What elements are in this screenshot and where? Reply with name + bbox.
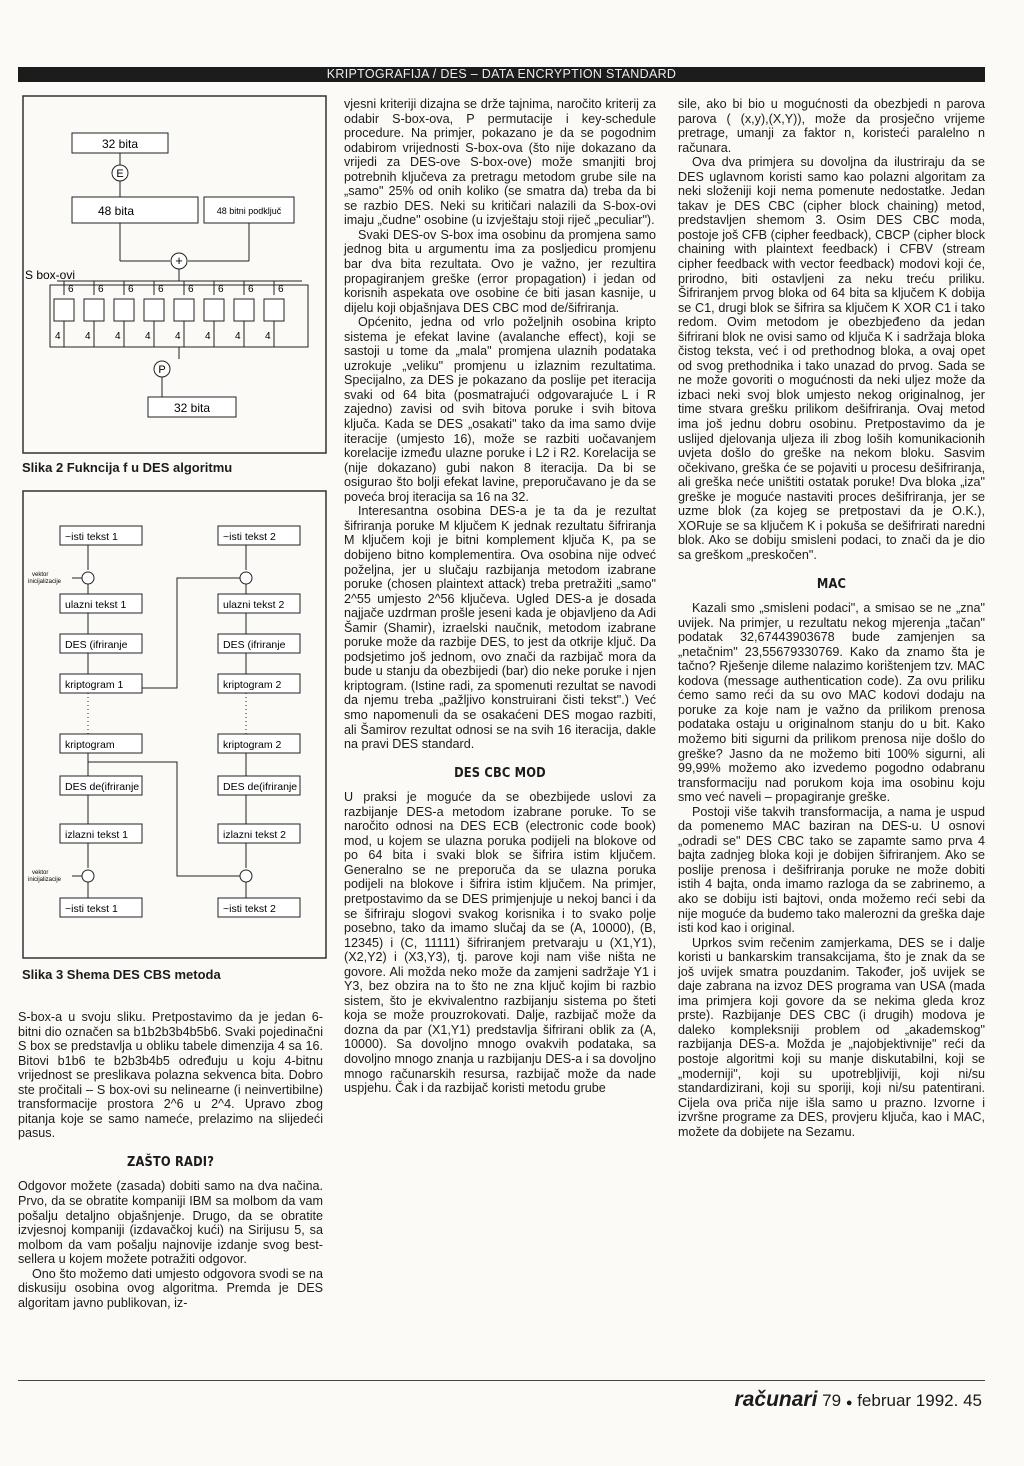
right-box-label: ~isti tekst 2 — [223, 903, 276, 915]
fig2-bottom-box-label: 32 bita — [173, 401, 211, 415]
right-box-label: kriptogram 2 — [223, 739, 282, 751]
left-box-label: ~isti tekst 1 — [65, 903, 118, 915]
left-box-label: kriptogram 1 — [65, 679, 124, 691]
figure-3-caption: Slika 3 Shema DES CBS metoda — [22, 967, 221, 982]
left-box-label: DES (ifriranje — [65, 639, 128, 651]
col3-paragraph-3: Kazali smo „smisleni podaci", a smisao se ne „zna" uvijek. Na primjer, u rezultatu nekog mjerenja „tačan" podatak 32,67443903678 bude zamjenjen sa „netačnim" 23,55679330769. Kako da znamo šta je tačno? Rješenje dileme nalazimo korištenjem tzv. MAC kodova (message authentication code). Za ovu priliku ćemo samo reći da su ovo MAC kodovi dodaju na poruke za koje nam je važno da prilikom prenosa podataka ostaju u originalnom stanju do u bit. Kako možemo biti sigurni da prilikom prenosa nije došlo do greške? Jasno da ne možemo biti 100% sigurni, ali 99,99% možemo ako izvedemo pogodno odabranu transformaciju nad porukom koja ima osobinu koju smo već naveli – propagiranje greške. — [678, 601, 985, 805]
fig2-key-label: 48 bitni podključ — [216, 206, 282, 216]
fig2-six-label: 6 — [218, 284, 224, 295]
left-box-label: izlazni tekst 1 — [65, 829, 129, 841]
fig2-six-label: 6 — [188, 284, 194, 295]
fig2-sbox — [54, 299, 74, 321]
column-1-text — [18, 1010, 323, 1310]
fig2-top-box-label: 32 bita — [101, 137, 139, 151]
footer-bullet: ● — [845, 1397, 853, 1409]
column-3-text — [678, 97, 985, 1139]
fig2-sbox — [204, 299, 224, 321]
column-2-text — [344, 97, 656, 1096]
col1-paragraph-3: Ono što možemo dati umjesto odgovora svodi se na diskusiju osobina ovog algoritma. Premda je DES algoritam javno publikovan, iz- — [18, 1266, 323, 1310]
fig2-six-label: 6 — [128, 284, 134, 295]
fig2-six-label: 6 — [158, 284, 164, 295]
vektor-label: vektor — [32, 572, 49, 578]
fig2-four-label: 4 — [85, 331, 91, 342]
vektor-label: vektor — [32, 870, 49, 876]
col2-paragraph-1: vjesni kriteriji dizajna se drže tajnima, naročito kriterij za odabir S-box-ova, P permutacije i key-schedule procedure. Na primjer, pokazano je da se pogodnim odabirom vrijednosti S-box-ova (što nije dokazano da vrijedi za DES-ove S-box-ove) može smanjiti broj potrebnih ključeva za pretragu metodom grube sile na „samo" 25% od onih koliko (se smatra da) treba da bi se razbio DES. Neki su kritičari nalazili da S-box-ovi imaju „čudne" osobine (u izvještaju stoji riječ „peculiar"). — [344, 97, 656, 228]
right-box-label: ~isti tekst 2 — [223, 531, 276, 543]
col3-paragraph-4: Postoji više takvih transformacija, a nama je uspud da pomenemo MAC baziran na DES-u. U osnovi „odradi se" DES CBC tako se zapamte samo prva 4 bajta zadnjeg bloka koji je dobijen šifriranjem. Ako se poslije prenosa i dešifriranja poruke ne može dobiti istih 4 bajta, onda imamo razloga da se zabrinemo, a ako se dobiju isti bajtovi, onda možemo reći sebi da nije moguće da budemo tako malerozni da greška daje isti kod kao i original. — [678, 804, 985, 936]
fig2-four-label: 4 — [115, 331, 121, 342]
fig2-six-label: 6 — [68, 284, 74, 295]
col3-paragraph-5: Uprkos svim rečenim zamjerkama, DES se i dalje koristi u bankarskim transakcijama, što je znak da se još uvijek smatra pouzdanim. Također, još uvijek se daje zabrana na izvoz DES programa van USA (mada ima primjera koji govore da se nekima gleda kroz prste). Razbijanje DES CBC (i drugih) modova je daleko kompleksniji problem od „akademskog" razbijanja DES-a. Možda je „najobjektivnije" reći da postoje algoritmi koji su manje diskutabilni, koji se „moderniji", koji su upotrebljiviji, koji ni/su standardizirani, koji su sporiji, koji ni/su patentirani. Cijela ova priča nije išla samo u prazno. Izvorne i izvršne programe za DES, provjeru ključa, kao i MAC, možete da dobijete na Sezamu. — [678, 935, 985, 1139]
fig2-six-label: 6 — [248, 284, 254, 295]
left-xor-bottom — [82, 870, 94, 882]
figure-des-cbc-scheme — [22, 490, 327, 960]
left-xor-top — [82, 572, 94, 584]
col1-paragraph-1: S-box-a u svoju sliku. Pretpostavimo da je jedan 6-bitni dio označen sa b1b2b3b4b5b6. Svaki pojedinačni S box se predstavlja u obliku tabele dimenzija 4 sa 16. Bitovi b1b6 te b2b3b4b5 određuju u koju 4-bitnu vrijednost se preslikava polazna sekvenca bita. Dobro ste pročitali – S box-ovi su nelinearne (i neinvertibilne) transformacije prostora 2^6 u 2^4. Upravo zbog pitanja koje se samo nameće, prelazimo na slijedeći pasus. — [18, 1010, 323, 1141]
fig2-four-label: 4 — [175, 331, 181, 342]
col2-paragraph-4: Interesantna osobina DES-a je ta da je rezultat šifriranja poruke M ključem K jednak rezultatu šifriranja M ključem koji je bitni komplement ključa K, pa se dobijeno bitno komplementira. Ova osobina nije odveć poželjna, jer u slučaju razbijanja metodom izabrane poruke (chosen plaintext attack) treba pretražiti „samo" 2^55 umjesto 2^56 ključeva. Ugled DES-a je dosada najjače uzdrman prošle jeseni kada je objavljeno da Adi Šamir (Shamir), izraelski naučnik, metodom izabrane poruke može da razbije DES, to jest da otkrije ključ. Da podsjetimo još jednom, ovo znači da razbijač mora da bude u stanju da obezbijedi (bar) dio neke poruke i njen kriptogram. (Istine radi, za spomenuti rezultat se navodi da njemu treba „pažljivo konstruirani čisti tekst".) Već smo napomenuli da se osakaćeni DES mogao razbiti, ali Šamirov rezultat odnosi se na svih 16 iteracija, dakle na pravi DES standard. — [344, 504, 656, 752]
col3-heading-mac: MAC — [816, 575, 847, 592]
fig2-six-label: 6 — [98, 284, 104, 295]
fig2-sbox — [114, 299, 134, 321]
page-header-bar — [18, 67, 985, 82]
left-box-label: kriptogram — [65, 739, 115, 751]
inicijalizacije-label: inicijalizacije — [28, 579, 62, 585]
fig2-four-label: 4 — [145, 331, 151, 342]
fig2-four-label: 4 — [265, 331, 271, 342]
fig2-sbox — [84, 299, 104, 321]
fig2-four-label: 4 — [235, 331, 241, 342]
right-xor-top — [240, 572, 252, 584]
footer-rule — [18, 1380, 985, 1381]
right-box-label: kriptogram 2 — [223, 679, 282, 691]
left-box-label: ulazni tekst 1 — [65, 599, 127, 611]
fig2-sbox-label: S box-ovi — [25, 268, 76, 282]
col2-paragraph-2: Svaki DES-ov S-box ima osobinu da promjena samo jednog bita u argumentu ima za posljedicu promjenu bar dva bita rezultata. Ovo je važno, jer rezultira propagiranjem greške (error propagation) i jedan od korisnih aspekata ove osobine će biti jasan kasnije, u dijelu koji objašnjava DES CBC mod de/šifriranja. — [344, 227, 656, 315]
col1-paragraph-2: Odgovor možete (zasada) dobiti samo na dva načina. Prvo, da se obratite kompaniji IBM sa molbom da vam pošalju detaljno objašnjenje. Drugo, da se obratite izvjesnoj kompaniji (izdavačkoj kući) na Sirijusu 5, sa molbom da vam pošalju najnovije izdanje svog best-sellera u kojem možete potražiti odgovor. — [18, 1179, 323, 1267]
left-box-label: DES de(ifriranje — [65, 781, 140, 793]
page-number: 45 — [963, 1391, 982, 1410]
page-footer — [735, 1388, 982, 1412]
right-box-label: DES (ifriranje — [223, 639, 286, 651]
issue-date: februar 1992. — [857, 1391, 959, 1410]
fig2-plus-label: + — [175, 253, 183, 268]
fig2-six-label: 6 — [278, 284, 284, 295]
fig2-p-label: P — [158, 364, 166, 376]
col3-paragraph-1: sile, ako bi bio u mogućnosti da obezbjedi n parova parova ( (x,y),(X,Y)), može da prosječno vrijeme pretrage, umanji za faktor n, koristeći paralelno n računara. — [678, 97, 985, 155]
issue-number: 79 — [822, 1391, 842, 1410]
right-box-label: izlazni tekst 2 — [223, 829, 287, 841]
figure-des-f-function — [22, 95, 327, 455]
col2-paragraph-3: Općenito, jedna od vrlo poželjnih osobina kripto sistema je efekat lavine (avalanche effect), koji se sastoji u tome da „mala" promjena ulaznih podataka uzrokuje „veliku" promjenu u izlaznim rezultatima. Specijalno, za DES je pokazano da poslije pet iteracija svaki od 64 bita (posmatrajući odgovarajuće L i R zajedno) zavisi od svih bitova poruke i svih bitova ključa. Kada se DES „osakati" tako da ima samo dvije iteracije (umjesto 16), može se razbiti uočavanjem korelacije između ulazne poruke i L2 i R2. Korelacija se (nije dokazano) gubi nakon 8 iteracija. Da bi se osigurao što bolji efekat lavine, preporučavano je da se poveća broj iteracija sa 16 na 32. — [344, 315, 656, 504]
fig2-four-label: 4 — [205, 331, 211, 342]
fig2-sbox — [234, 299, 254, 321]
inicijalizacije-label: inicijalizacije — [28, 877, 62, 883]
fig2-sbox — [144, 299, 164, 321]
left-box-label: ~isti tekst 1 — [65, 531, 118, 543]
right-box-label: DES de(ifriranje — [223, 781, 298, 793]
fig2-48bit-label: 48 bita — [97, 204, 135, 218]
magazine-name: računari — [734, 1388, 818, 1411]
col3-paragraph-2: Ova dva primjera su dovoljna da ilustriraju da se DES uglavnom koristi samo kao polazni algoritam za neki složeniji koji nema pomenute nedostatke. Jedan takav je DES CBC (cipher block chaining) metod, predstavljen shemom 3. Osim DES CBC moda, postoje još CFB (cipher feedback), CBCP (cipher block chaining with plaintext feedback) i CFBV (stream cipher feedback with vector feedback) modovi koji će, prirodno, biti ostavljeni za neku treću priliku. Šifriranjem prvog bloka od 64 bita sa ključem K dobija se C1, drugi blok se šifrira sa ključem K XOR C1 i tako redom. Ovim metodom je obezbjeđeno da jedan šifrirani blok ne ovisi samo od ključa K i sadržaja bloka čistog teksta, već i od prethodnog bloka, a ovaj opet od svog prethodnika i tako unazad do prvog. Sada se ne može govoriti o mogućnosti da neki uljez može da izbaci neki svoj blok umjesto nekog originalnog, jer time stvara grešku prilikom dešifriranja. Ovaj metod ima još jednu dobru osobinu. Pretpostavimo da je uslijed djelovanja uljeza ili zbog loših komunikacionih uvjeta došlo do greške na nekom bloku. Sasvim očekivano, greška će se pojaviti u procesu dešifriranja, ali greška neće uništiti ostatak poruke! Dva bloka „iza" greške je moguće nastaviti proces dešifriranja, jer se uzme blok (za kojeg se pretpostavi da je O.K.), XORuje se sa ključem K i pokuša se dešifrirati naredni blok. Ako se dobiju smisleni podaci, to znači da je dio sa greškom „preskočen". — [678, 155, 985, 562]
fig2-e-label: E — [116, 168, 124, 180]
fig2-four-label: 4 — [55, 331, 61, 342]
fig2-sbox — [264, 299, 284, 321]
right-xor-bottom — [240, 870, 252, 882]
header-title: KRIPTOGRAFIJA / DES – DATA ENCRYPTION STANDARD — [326, 67, 677, 81]
figure-2-caption: Slika 2 Fukncija f u DES algoritmu — [22, 460, 233, 475]
right-box-label: ulazni tekst 2 — [223, 599, 285, 611]
col1-heading-zasto-radi: ZAŠTO RADI? — [126, 1153, 215, 1170]
col2-paragraph-5: U praksi je moguće da se obezbijede uslovi za razbijanje DES-a metodom izabrane poruke. To se naročito odnosi na DES ECB (electronic code book) mod, u kojem se ulazna poruka podijeli na blokove od po 64 bita i svaki blok se šifrira istim ključem. Generalno se ne preporuča da se ulazna poruka podijeli na blokove i šifrira istim ključem. Na primjer, pretpostavimo da se DES primjenjuje u nekoj banci i da se šifriraju slogovi svakog korisnika i to svako polje posebno, tako da imamo slučaj da se (A, 10000), (B, 12345) i (C, 11111) šifriranjem pretvaraju u (X1,Y1), (X2,Y2) i (X3,Y3), tj. parove koji nam više ništa ne govore. Ali možda neko može da zamjeni sadržaje Y1 i Y3, bez obzira na to što ne zna ključ kojim bi razbio sistem, što je ekvivalentno razbijanju sistema po šteti koja se može prouzrokovati. Dalje, razbijač može da dozna da par (X1,Y1) predstavlja šifrirani oblik za (A, 10000). Sa dovoljno mnogo ovakvih podataka, sa dovoljno mnogo znanja u razbijanju DES-a i sa dovoljno mnogo računarskih resursa, razbijač može da nade uspjehu. Čak i da razbijač koristi metodu grube — [344, 790, 656, 1096]
fig2-sbox — [174, 299, 194, 321]
col2-heading-des-cbc: DES CBC MOD — [454, 764, 546, 781]
